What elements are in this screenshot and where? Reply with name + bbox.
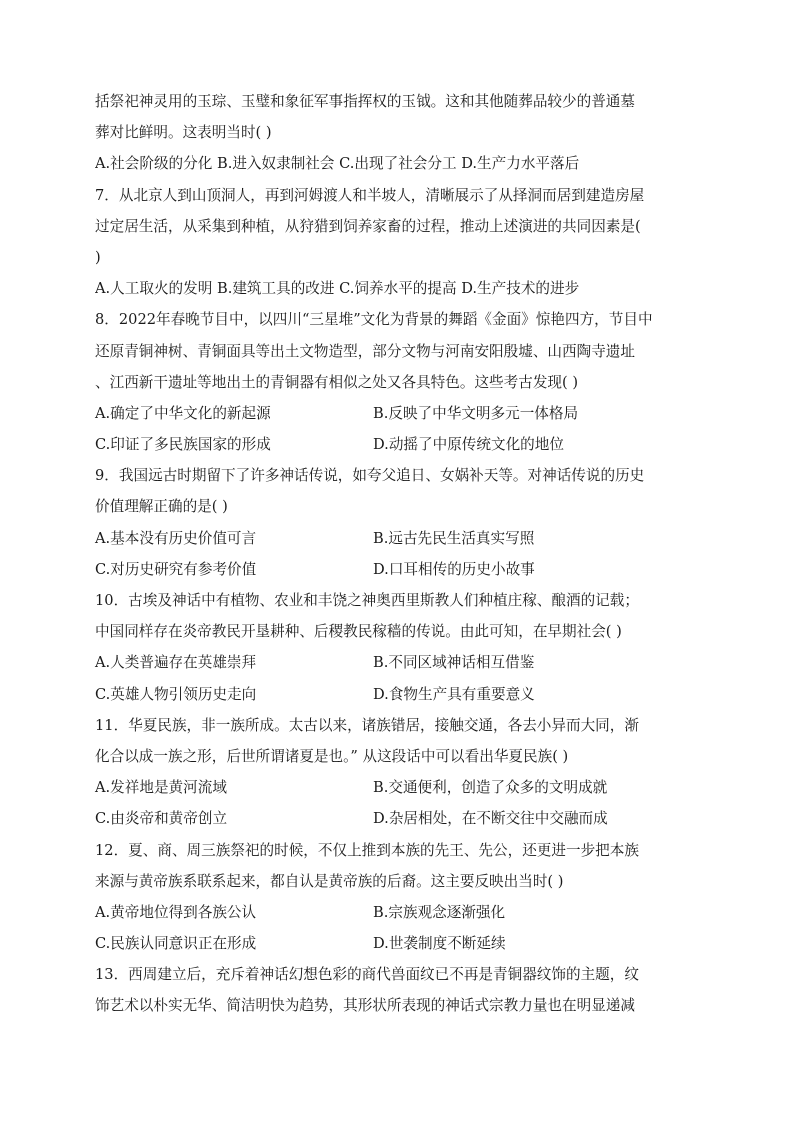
options-row bbox=[95, 647, 695, 678]
options-row bbox=[95, 523, 695, 554]
options-row bbox=[95, 772, 695, 803]
question-stem-line: 8．2022年春晚节目中，以四川“三星堆”文化为背景的舞蹈《金面》惊艳四方，节目中 bbox=[95, 311, 653, 329]
option-c: C.由炎帝和黄帝创立 bbox=[95, 810, 228, 828]
question-stem-line: 、江西新干遗址等地出土的青铜器有相似之处又各具特色。这些考古发现( ) bbox=[95, 373, 579, 391]
option-d: D.食物生产具有重要意义 bbox=[373, 685, 535, 703]
answer-options: A.人工取火的发明 B.建筑工具的改进 C.饲养水平的提高 D.生产技术的进步 bbox=[95, 280, 580, 298]
question-stem-line: 过定居生活，从采集到种植，从狩猎到饲养家畜的过程，推动上述演进的共同因素是( bbox=[95, 217, 641, 235]
question-stem-line: 还原青铜神树、青铜面具等出土文物造型，部分文物与河南安阳殷墟、山西陶寺遗址 bbox=[95, 342, 635, 360]
options-row bbox=[95, 803, 695, 834]
question-11 bbox=[95, 710, 695, 835]
question-stem-line: 9．我国远古时期留下了许多神话传说，如夸父追日、女娲补天等。对神话传说的历史 bbox=[95, 467, 645, 485]
option-c: C.对历史研究有参考价值 bbox=[95, 560, 257, 578]
option-d: D.杂居相处，在不断交往中交融而成 bbox=[373, 810, 608, 828]
question-stem-line: 11．华夏民族，非一族所成。太古以来，诸族错居，接触交通，各去小异而大同，渐 bbox=[95, 716, 639, 734]
options-row bbox=[95, 679, 695, 710]
question-9 bbox=[95, 460, 695, 585]
answer-options: A.社会阶级的分化 B.进入奴隶制社会 C.出现了社会分工 D.生产力水平落后 bbox=[95, 155, 580, 173]
question-stem-line: 7．从北京人到山顶洞人，再到河姆渡人和半坡人，清晰展示了从择洞而居到建造房屋 bbox=[95, 186, 645, 204]
question-10 bbox=[95, 585, 695, 710]
question-12 bbox=[95, 835, 695, 960]
question-stem-line: 来源与黄帝族系联系起来，都自认是黄帝族的后裔。这主要反映出当时( ) bbox=[95, 872, 564, 890]
question-7 bbox=[95, 180, 695, 305]
question-stem-line: 化合以成一族之形，后世所谓诸夏是也。” 从这段话中可以看出华夏民族( ) bbox=[95, 747, 569, 765]
option-b: B.远古先民生活真实写照 bbox=[373, 529, 535, 547]
question-13 bbox=[95, 959, 695, 1021]
exam-page bbox=[95, 86, 695, 1022]
option-b: B.宗族观念逐渐强化 bbox=[373, 903, 506, 921]
question-stem-line: 葬对比鲜明。这表明当时( ) bbox=[95, 124, 272, 142]
option-c: C.英雄人物引领历史走向 bbox=[95, 685, 257, 703]
options-row bbox=[95, 398, 695, 429]
option-a: A.黄帝地位得到各族公认 bbox=[95, 903, 257, 921]
option-b: B.交通便利，创造了众多的文明成就 bbox=[373, 779, 608, 797]
question-stem-line: ) bbox=[95, 248, 101, 266]
question-stem-line: 10．古埃及神话中有植物、农业和丰饶之神奥西里斯教人们种植庄稼、酿酒的记载； bbox=[95, 592, 639, 609]
options-row bbox=[95, 429, 695, 460]
question-8 bbox=[95, 304, 695, 460]
question-stem-line: 饰艺术以朴实无华、简洁明快为趋势，其形状所表现的神话式宗教力量也在明显递减 bbox=[95, 997, 635, 1015]
option-a: A.基本没有历史价值可言 bbox=[95, 529, 257, 547]
option-d: D.世袭制度不断延续 bbox=[373, 935, 506, 953]
option-a: A.人类普遍存在英雄崇拜 bbox=[95, 654, 257, 672]
question-6 bbox=[95, 86, 695, 180]
option-b: B.不同区域神话相互借鉴 bbox=[373, 654, 535, 672]
options-row bbox=[95, 897, 695, 928]
question-stem-line: 中国同样存在炎帝教民开垦耕种、后稷教民稼穑的传说。由此可知，在早期社会( ) bbox=[95, 623, 622, 641]
question-stem-line: 括祭祀神灵用的玉琮、玉璧和象征军事指挥权的玉钺。这和其他随葬品较少的普通墓 bbox=[95, 93, 635, 110]
question-stem-line: 13．西周建立后，充斥着神话幻想色彩的商代兽面纹已不再是青铜器纹饰的主题，纹 bbox=[95, 966, 639, 984]
option-d: D.口耳相传的历史小故事 bbox=[373, 560, 535, 578]
option-c: C.民族认同意识正在形成 bbox=[95, 935, 257, 953]
option-a: A.确定了中华文化的新起源 bbox=[95, 404, 271, 422]
options-row bbox=[95, 554, 695, 585]
option-b: B.反映了中华文明多元一体格局 bbox=[373, 404, 579, 422]
question-stem-line: 12．夏、商、周三族祭祀的时候，不仅上推到本族的先王、先公，还更进一步把本族 bbox=[95, 841, 639, 859]
option-a: A.发祥地是黄河流域 bbox=[95, 779, 227, 797]
options-row bbox=[95, 928, 695, 959]
option-d: D.动摇了中原传统文化的地位 bbox=[373, 436, 564, 454]
option-c: C.印证了多民族国家的形成 bbox=[95, 436, 271, 454]
question-stem-line: 价值理解正确的是( ) bbox=[95, 498, 228, 516]
